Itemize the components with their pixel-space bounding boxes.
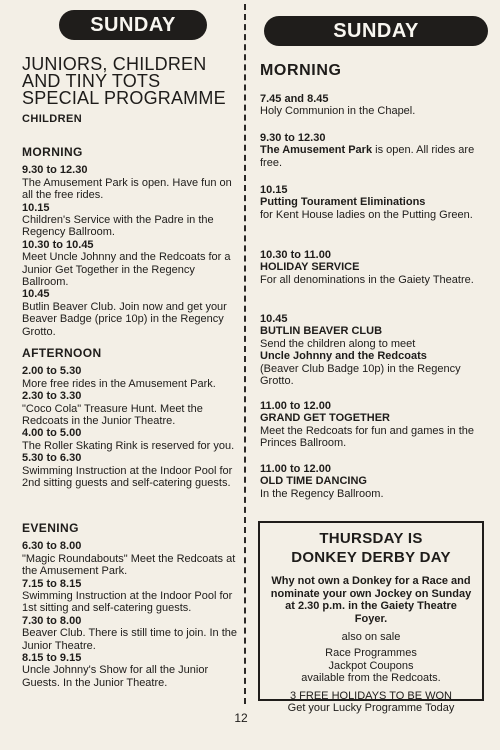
- box-heading: THURSDAY IS: [319, 530, 423, 547]
- list-item: 8.15 to 9.15 Uncle Johnny's Show for all the Junior Guests. In the Junior Theatre.: [22, 652, 209, 689]
- list-item: 10.30 to 10.45 Meet Uncle Johnny and the Redcoats for a Junior Get Together in the Regency Ballroom.: [22, 238, 231, 289]
- day-badge-right: SUNDAY: [264, 16, 488, 46]
- box-offer: 3 FREE HOLIDAYS TO BE WON: [290, 689, 452, 702]
- list-item: 6.30 to 8.00 "Magic Roundabouts" Meet the Redcoats at the Amusement Park.: [22, 540, 236, 578]
- donkey-derby-box: [258, 521, 484, 715]
- list-item: 2.30 to 3.30 "Coco Cola" Treasure Hunt. Meet the Redcoats in the Junior Theatre.: [22, 390, 203, 428]
- day-badge-left: SUNDAY: [59, 10, 207, 40]
- afternoon-section: [22, 347, 240, 489]
- box-sale-item: available from the Redcoats.: [301, 672, 441, 685]
- box-heading: DONKEY DERBY DAY: [291, 549, 451, 566]
- page-number: 12: [234, 711, 248, 725]
- schedule-item: 10.30 to 11.00 HOLIDAY SERVICE For all denominations in the Gaiety Theatre.: [260, 249, 474, 286]
- morning-heading: MORNING: [260, 62, 342, 79]
- evening-section: [22, 522, 240, 689]
- schedule-item: 7.45 and 8.45 Holy Communion in the Chapel.: [260, 93, 416, 118]
- list-item: 10.45 Butlin Beaver Club. Join now and get your Beaver Badge (price 10p) in the Regency Grotto.: [22, 288, 227, 338]
- box-body: Why not own a Donkey for a Race and nominate your own Jockey on Sunday at 2.30 p.m. in the Gaiety Theatre Foyer.: [270, 575, 472, 625]
- section-title: EVENING: [22, 521, 79, 535]
- box-sale-label: also on sale: [341, 631, 401, 644]
- list-item: 7.30 to 8.00 Beaver Club. There is still time to join. In the Junior Theatre.: [22, 614, 238, 652]
- schedule-item: 11.00 to 12.00 OLD TIME DANCING In the Regency Ballroom.: [260, 463, 384, 500]
- box-offer: Get your Lucky Programme Today: [287, 702, 455, 715]
- children-subheading: CHILDREN: [22, 113, 83, 125]
- list-item: 2.00 to 5.30 More free rides in the Amusement Park.: [22, 365, 216, 390]
- section-title: AFTERNOON: [22, 346, 102, 360]
- schedule-item: 10.45 BUTLIN BEAVER CLUB Send the children along to meet Uncle Johnny and the Redcoats (Beaver Club Badge 10p) in the Regency Grotto.: [260, 313, 461, 388]
- schedule-item: 11.00 to 12.00 GRAND GET TOGETHER Meet the Redcoats for fun and games in the Princes Ballroom.: [260, 400, 475, 450]
- schedule-item: 9.30 to 12.30 The Amusement Park is open. All rides are free.: [260, 132, 475, 169]
- morning-section: [22, 146, 240, 338]
- column-divider: [244, 4, 246, 704]
- box-sale-item: Jackpot Coupons: [328, 659, 414, 672]
- list-item: 4.00 to 5.00 The Roller Skating Rink is reserved for you.: [22, 427, 235, 452]
- list-item: 9.30 to 12.30 The Amusement Park is open. Have fun on all the free rides.: [22, 164, 232, 202]
- list-item: 5.30 to 6.30 Swimming Instruction at the Indoor Pool for 2nd sitting guests and self-catering guests.: [22, 452, 233, 490]
- programme-heading: JUNIORS, CHILDREN AND TINY TOTS SPECIAL PROGRAMME: [22, 54, 226, 108]
- list-item: 7.15 to 8.15 Swimming Instruction at the Indoor Pool for 1st sitting and self-catering guests.: [22, 577, 233, 615]
- section-title: MORNING: [22, 145, 83, 159]
- box-sale-item: Race Programmes: [325, 646, 417, 659]
- schedule-item: 10.15 Putting Tourament Eliminations for Kent House ladies on the Putting Green.: [260, 184, 473, 221]
- list-item: 10.15 Children's Service with the Padre in the Regency Ballroom.: [22, 201, 214, 239]
